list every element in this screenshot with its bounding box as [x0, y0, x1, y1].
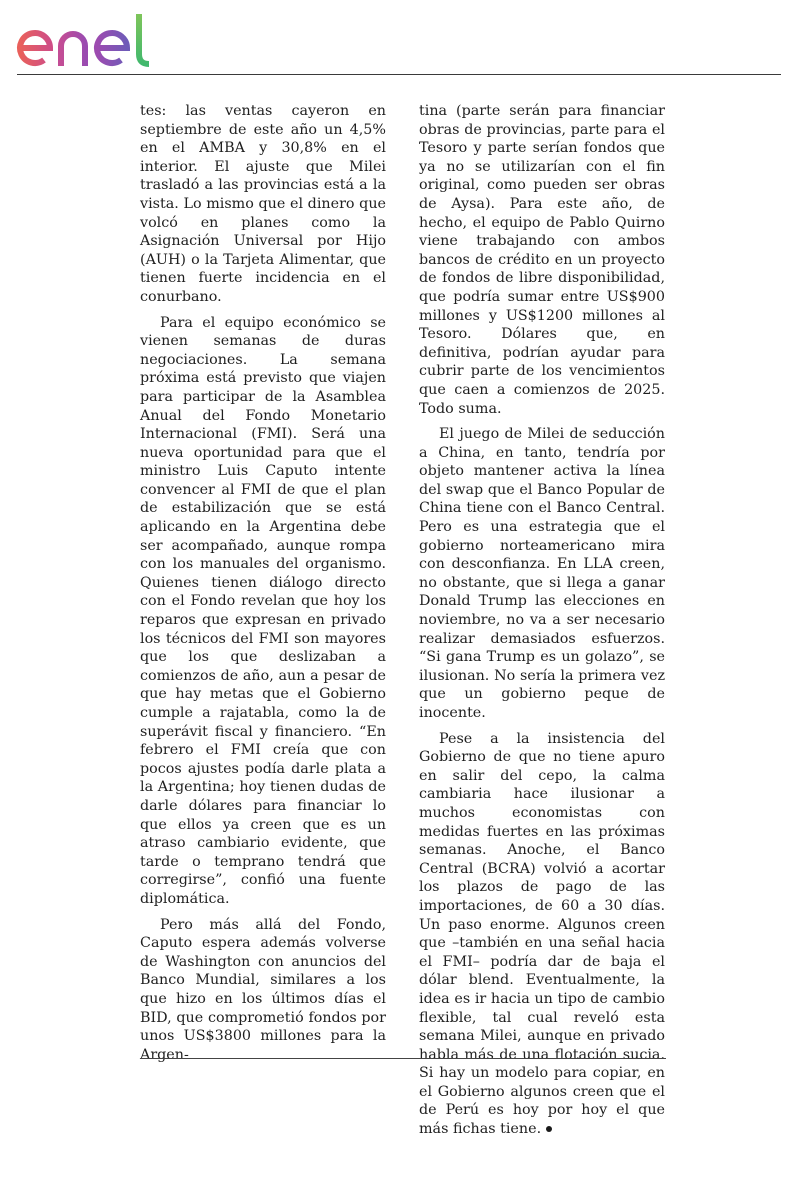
article-column-left	[140, 102, 386, 1064]
end-of-article-bullet-icon	[546, 1126, 552, 1132]
article-column-right	[419, 102, 665, 1139]
paragraph-last	[419, 730, 665, 1139]
header-rule	[17, 74, 781, 75]
logo-letter-l	[139, 14, 149, 64]
paragraph-text: Pese a la insistencia del Gobierno de que no tiene apuro en salir del cepo, la calma cambiaria hace ilusionar a muchos economistas con medidas fuertes en las próximas semanas. Anoche, el Banco Central (BCRA) volvió a acortar los plazos de pago de las importaciones, de 60 a 30 días. Un paso enorme. Algunos creen que –también en una señal hacia el FMI– podría dar de baja el dólar blend. Eventualmente, la idea es ir hacia un tipo de cambio flexible, tal cual reveló esta semana Milei, aunque en privado habla más de una flotación sucia. Si hay un modelo para copiar, en el Gobierno algunos creen que el de Perú es hoy por hoy el que más fichas tiene.	[419, 730, 665, 1138]
logo-letter-e2	[97, 33, 127, 63]
logo-letter-n	[61, 34, 85, 66]
paragraph: El juego de Milei de seducción a China, en tanto, tendría por objeto mantener activa la línea del swap que el Banco Popular de China tiene con el Banco Central. Pero es una estrategia que el gobierno norteamericano mira con desconfianza. En LLA creen, no obstante, que si llega a ganar Donald Trump las elecciones en noviembre, no va a ser necesario realizar demasiados esfuerzos. “Si gana Trump es un golazo”, se ilusionan. No sería la primera vez que un gobierno peque de inocente.	[419, 426, 665, 721]
footer-rule	[140, 1058, 666, 1059]
paragraph: Pero más allá del Fondo, Caputo espera además volverse de Washington con anuncios del Banco Mundial, similares a los que hizo en los últimos días el BID, que comprometió fondos por unos US$3800 millones para la Argen-	[140, 916, 386, 1063]
enel-logo	[14, 10, 180, 68]
paragraph: Para el equipo económico se vienen semanas de duras negociaciones. La semana próxima está previsto que viajen para participar de la Asamblea Anual del Fondo Monetario Internacional (FMI). Será una nueva oportunidad para que el ministro Luis Caputo intente convencer al FMI de que el plan de estabilización que se está aplicando en la Argentina debe ser acompañado, aunque rompa con los manuales del organismo. Quienes tienen diálogo directo con el Fondo revelan que hoy los reparos que expresan en privado los técnicos del FMI son mayores que los que deslizaban a comienzos de año, aun a pesar de que hay metas que el Gobierno cumple a rajatabla, como la de superávit fiscal y financiero. “En febrero el FMI creía que con pocos ajustes podía darle plata a la Argentina; hoy tienen dudas de darle dólares para financiar lo que ellos ya creen que es un atraso cambiario evidente, que tarde o temprano tendrá que corregirse”, confió una fuente diplomática.	[140, 314, 386, 907]
paragraph: tes: las ventas cayeron en septiembre de este año un 4,5% en el AMBA y 30,8% en el interior. El ajuste que Milei trasladó a las provincias está a la vista. Lo mismo que el dinero que volcó en planes como la Asignación Universal por Hijo (AUH) o la Tarjeta Alimentar, que tienen fuerte incidencia en el conurbano.	[140, 103, 386, 305]
paragraph: tina (parte serán para financiar obras de provincias, parte para el Tesoro y parte serían fondos que ya no se utilizarían con el fin original, como pueden ser obras de Aysa). Para este año, de hecho, el equipo de Pablo Quirno viene trabajando con ambos bancos de crédito en un proyecto de fondos de libre disponibilidad, que podría sumar entre US$900 millones y US$1200 millones al Tesoro. Dólares que, en definitiva, podrían ayudar para cubrir parte de los vencimientos que caen a comienzos de 2025. Todo suma.	[419, 103, 665, 417]
logo-letter-e1	[20, 33, 50, 63]
